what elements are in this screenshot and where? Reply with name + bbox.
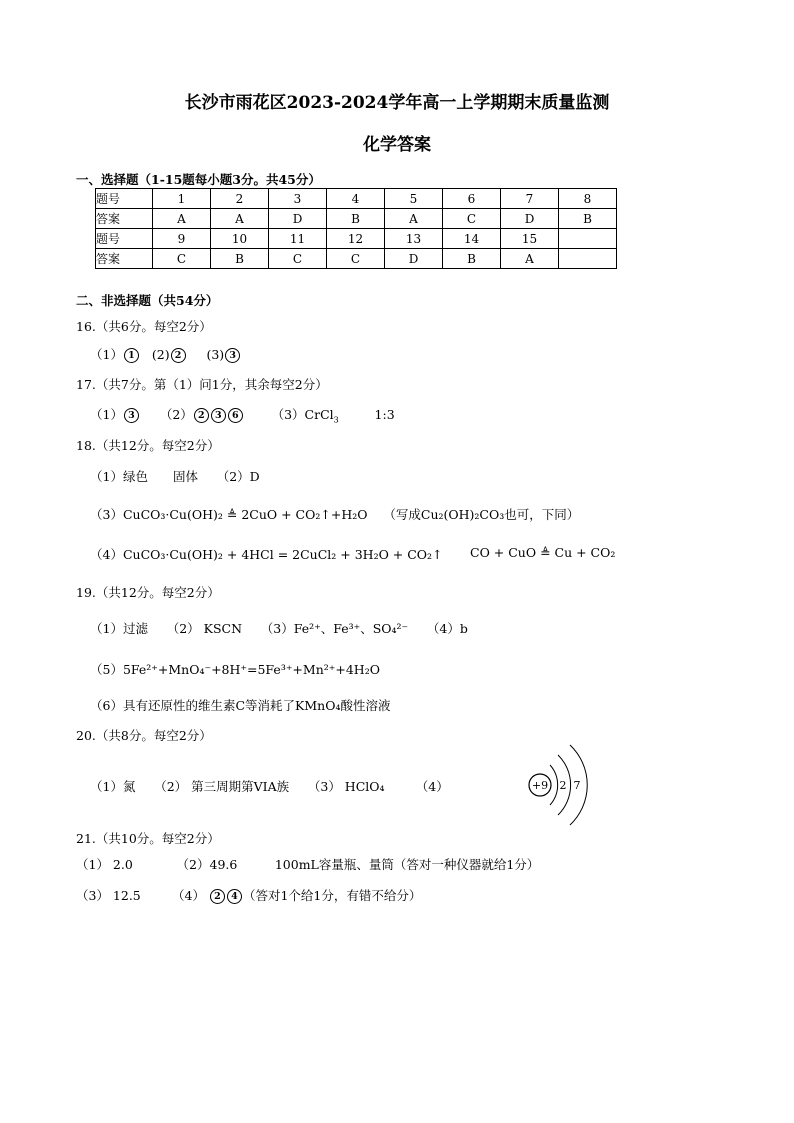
q18-equation-4: CuCO₃·Cu(OH)₂ + 4HCl = 2CuCl₂ + 3H₂O + CO₂↑ [122, 547, 443, 562]
table-cell: B [211, 249, 269, 269]
circled-number-icon: 3 [124, 408, 139, 423]
table-cell: 6 [443, 189, 501, 209]
table-cell: A [153, 209, 211, 229]
q20-line-1: （1）氮 （2） 第三周期第VIA族 （3） HClO₄ （4） [90, 779, 449, 794]
q17-label-2: （2） [159, 407, 193, 422]
q17-label-1: （1） [90, 407, 123, 422]
table-row [96, 249, 617, 269]
table-cell: 9 [153, 229, 211, 249]
q17-heading: 17.（共7分。第（1）问1分，其余每空2分） [76, 377, 328, 392]
circled-number-icon: 2 [171, 348, 186, 363]
q19-line-2: （5）5Fe²⁺+MnO₄⁻+8H⁺=5Fe³⁺+Mn²⁺+4H₂O [90, 662, 380, 677]
table-cell: 5 [385, 189, 443, 209]
q18-label-4: （4） [90, 547, 123, 562]
table-cell: D [269, 209, 327, 229]
circled-number-icon: 3 [225, 348, 240, 363]
q18-equation-4b: CO + CuO ≜ Cu + CO₂ [470, 545, 616, 560]
table-cell: C [153, 249, 211, 269]
table-cell: D [501, 209, 559, 229]
circled-number-icon: 4 [227, 889, 242, 904]
table-cell: 11 [269, 229, 327, 249]
nucleus-charge: +9 [531, 779, 549, 792]
q18-line-3 [90, 545, 443, 563]
table-cell: C [269, 249, 327, 269]
table-row-header: 答案 [96, 249, 153, 269]
table-cell: D [385, 249, 443, 269]
table-row-header: 答案 [96, 209, 153, 229]
q18-equation-3: CuCO₃·Cu(OH)₂ ≜ 2CuO + CO₂↑+H₂O [122, 507, 368, 522]
q21-heading: 21.（共10分。每空2分） [76, 831, 220, 846]
table-row [96, 229, 617, 249]
table-cell: 1 [153, 189, 211, 209]
q19-line-1: （1）过滤 （2） KSCN （3）Fe²⁺、Fe³⁺、SO₄²⁻ （4）b [90, 621, 468, 636]
page-subtitle: 化学答案 [363, 135, 431, 155]
shell-electrons-1: 2 [559, 779, 567, 792]
circled-number-icon: 3 [211, 408, 226, 423]
q16-label-2: (2) [151, 347, 170, 362]
table-cell: 10 [211, 229, 269, 249]
table-cell: 14 [443, 229, 501, 249]
shell-electrons-2: 7 [573, 779, 581, 792]
q18-label-3: （3） [90, 507, 123, 522]
table-cell: C [327, 249, 385, 269]
table-row [96, 209, 617, 229]
table-cell: B [443, 249, 501, 269]
answer-table [95, 188, 617, 269]
q17-label-3: （3）CrCl [271, 407, 334, 422]
q18-line-2 [90, 505, 579, 523]
table-cell: 12 [327, 229, 385, 249]
table-cell: 8 [559, 189, 617, 209]
q18-heading: 18.（共12分。每空2分） [76, 438, 220, 453]
table-cell [559, 229, 617, 249]
q19-heading: 19.（共12分。每空2分） [76, 585, 220, 600]
table-cell: A [501, 249, 559, 269]
q16-label-3: (3) [206, 347, 225, 362]
table-cell: 15 [501, 229, 559, 249]
q18-note: （写成Cu₂(OH)₂CO₃也可，下同） [383, 507, 580, 522]
table-cell: 2 [211, 189, 269, 209]
page-title: 长沙市雨花区2023-2024学年高一上学期期末质量监测 [184, 93, 610, 113]
q19-line-3: （6）具有还原性的维生素C等消耗了KMnO₄酸性溶液 [90, 698, 391, 713]
q21-note: （答对1个给1分，有错不给分） [242, 888, 422, 903]
table-cell [559, 249, 617, 269]
atom-structure-icon [520, 740, 600, 830]
q21-label-3-4: （3） 12.5 （4） [76, 888, 205, 903]
q17-ratio: 1:3 [374, 407, 395, 422]
table-cell: A [211, 209, 269, 229]
table-cell: A [385, 209, 443, 229]
q21-line-1: （1） 2.0 （2）49.6 100mL容量瓶、量筒（答对一种仪器就给1分） [76, 857, 540, 872]
q18-line-1: （1）绿色 固体 （2）D [90, 469, 260, 484]
q20-heading: 20.（共8分。每空2分） [76, 728, 212, 743]
table-cell: 3 [269, 189, 327, 209]
circled-number-icon: 6 [228, 408, 243, 423]
q16-heading: 16.（共6分。每空2分） [76, 319, 212, 334]
table-cell: 7 [501, 189, 559, 209]
table-row-header: 题号 [96, 189, 153, 209]
table-cell: 4 [327, 189, 385, 209]
table-cell: C [443, 209, 501, 229]
table-cell: 13 [385, 229, 443, 249]
circled-number-icon: 1 [124, 348, 139, 363]
table-cell: B [327, 209, 385, 229]
table-row [96, 189, 617, 209]
q16-label-1: （1） [90, 347, 123, 362]
q17-answers [90, 405, 395, 425]
q17-subscript: 3 [333, 415, 339, 425]
circled-number-icon: 2 [210, 889, 225, 904]
section1-heading: 一、选择题（1-15题每小题3分。共45分） [76, 172, 321, 187]
section2-heading: 二、非选择题（共54分） [76, 293, 219, 308]
table-cell: B [559, 209, 617, 229]
table-row-header: 题号 [96, 229, 153, 249]
q21-line-2 [76, 886, 421, 904]
q16-answers [90, 345, 241, 363]
circled-number-icon: 2 [194, 408, 209, 423]
